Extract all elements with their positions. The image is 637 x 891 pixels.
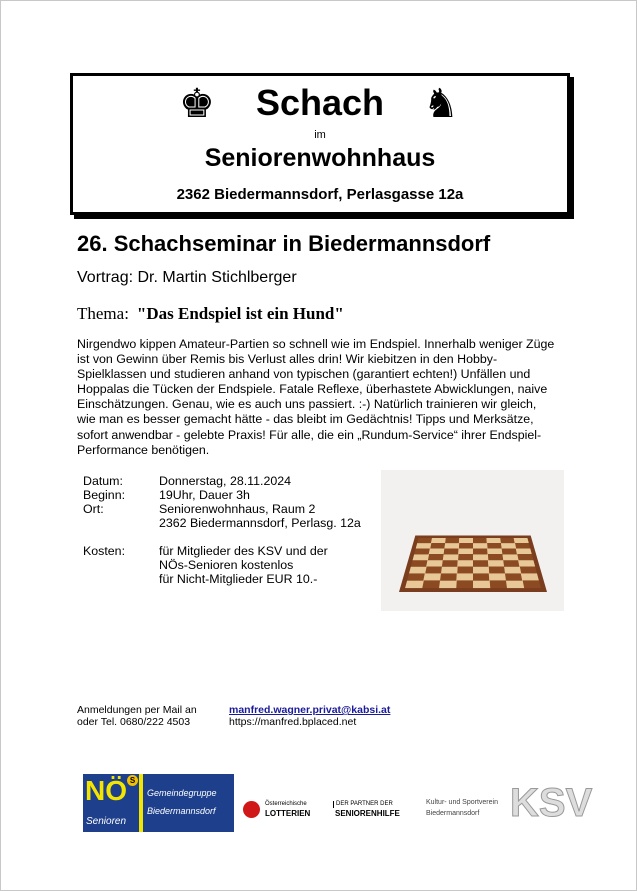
label-kosten: Kosten: <box>83 544 126 558</box>
noes-senioren-logo: NÖ S Senioren Gemeindegruppe Biedermannsdorf <box>83 774 234 832</box>
speaker: Vortrag: Dr. Martin Stichlberger <box>77 269 297 286</box>
value-kosten-2: NÖs-Senioren kostenlos <box>159 558 294 572</box>
topic <box>77 304 344 324</box>
title-im: im <box>314 129 326 141</box>
king-icon: ♚ <box>179 82 215 126</box>
label-beginn: Beginn: <box>83 488 126 502</box>
value-datum: Donnerstag, 28.11.2024 <box>159 474 292 488</box>
topic-title: "Das Endspiel ist ein Hund" <box>136 304 344 323</box>
header-box <box>70 73 570 215</box>
website-url: https://manfred.bplaced.net <box>229 716 357 728</box>
ksv-logo: Kultur- und Sportverein Biedermannsdorf KSV <box>426 781 593 825</box>
label-datum: Datum: <box>83 474 123 488</box>
subtitle: Seniorenwohnhaus <box>204 144 436 172</box>
label-ort: Ort: <box>83 502 104 516</box>
value-beginn: 19Uhr, Dauer 3h <box>159 488 250 502</box>
knight-icon: ♞ <box>423 82 459 126</box>
contact-links <box>229 704 390 728</box>
contact-phone: oder Tel. 0680/222 4503 <box>77 716 191 728</box>
title: Schach <box>255 82 385 123</box>
value-ort-address: 2362 Biedermannsdorf, Perlasg. 12a <box>159 516 361 530</box>
description: Nirgendwo kippen Amateur-Partien so schnell wie im Endspiel. Innerhalb weniger Züge ist von Gewinn über Remis bis Verlust alles drin! Wir kiebitzen in den Hobby-Spielklassen und studieren anhand von typischen (garantiert echten!) Unfällen und Hoppalas die Tücken der Endspiele. Fatale Reflexe, überhastete Abwicklungen, naive Einschätzungen. Genau, wie es auch uns passiert. :-) Natürlich trainieren wir gleich, wie man es besser gemacht hätte - das bleibt im Gedächtnis! Tipps und Merksätze, sofort anwendbar - gelebte Praxis! Für alle, die ein „Rundum-Service“ ihrer Endspiel-Performance benötigen. <box>77 337 555 457</box>
contact-line1: Anmeldungen per Mail an <box>77 704 197 716</box>
email-link[interactable]: manfred.wagner.privat@kabsi.at <box>229 704 391 716</box>
topic-label: Thema: <box>77 304 129 323</box>
value-kosten: für Mitglieder des KSV und der <box>159 544 328 558</box>
contact-info <box>77 704 197 728</box>
value-ort: Seniorenwohnhaus, Raum 2 <box>159 502 316 516</box>
details-labels <box>83 474 125 558</box>
details-values <box>159 474 361 586</box>
value-kosten-3: für Nicht-Mitglieder EUR 10.- <box>159 572 318 586</box>
address: 2362 Biedermannsdorf, Perlasgasse 12a <box>176 186 464 203</box>
chessboard-photo <box>381 470 564 611</box>
page-heading: 26. Schachseminar in Biedermannsdorf <box>77 231 491 256</box>
